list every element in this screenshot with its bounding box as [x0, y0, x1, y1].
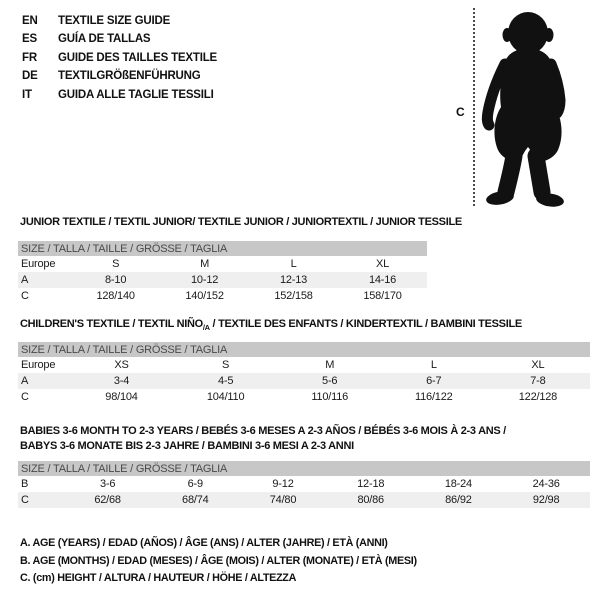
table-cell: Europe — [21, 258, 56, 270]
size-header-row — [18, 241, 427, 256]
row-label-cell: A — [18, 272, 71, 288]
table-cell: 62/68 — [64, 492, 152, 508]
language-code: EN — [22, 15, 38, 27]
language-label: TEXTILE SIZE GUIDE — [58, 15, 171, 27]
children-title-suffix: / TEXTILE DES ENFANTS / KINDERTEXTIL / BAMBINI TESSILE — [209, 318, 522, 330]
column-header-row — [18, 256, 427, 272]
size-header-bar: SIZE / TALLA / TAILLE / GRÖSSE / TAGLIA — [18, 342, 590, 357]
height-measure-label: C — [456, 105, 465, 119]
table-cell: 5-6 — [278, 373, 382, 389]
table-cell: S — [112, 258, 120, 270]
table-cell: 24-36 — [532, 478, 560, 490]
table-cell: 116/122 — [415, 391, 453, 403]
language-row-es — [22, 30, 217, 48]
junior-section-title: JUNIOR TEXTILE / TEXTIL JUNIOR/ TEXTILE JUNIOR / JUNIORTEXTIL / JUNIOR TESSILE — [20, 216, 462, 228]
row-label-cell: C — [21, 391, 29, 403]
babies-section-title — [20, 424, 506, 453]
table-cell: 14-16 — [338, 272, 427, 288]
language-label: GUIDE DES TAILLES TEXTILE — [58, 51, 217, 64]
babies-size-table — [18, 461, 590, 508]
junior-size-table — [18, 241, 427, 304]
table-cell: 98/104 — [105, 391, 138, 403]
legend-line-c: C. (cm) HEIGHT / ALTURA / HAUTEUR / HÖHE / ALTEZZA — [20, 572, 297, 585]
table-cell: L — [430, 359, 437, 371]
language-label: GUÍA DE TALLAS — [58, 33, 151, 46]
table-cell: 9-12 — [272, 478, 294, 490]
language-code: ES — [22, 33, 37, 46]
table-cell: 3-6 — [99, 478, 116, 490]
table-cell: 4-5 — [174, 373, 278, 389]
table-row — [18, 492, 590, 508]
table-cell: 122/128 — [518, 391, 558, 403]
measure-legend — [20, 535, 417, 588]
table-cell: XL — [375, 258, 390, 270]
table-cell: 18-24 — [444, 478, 472, 490]
table-cell: 7-8 — [486, 373, 590, 389]
row-label-cell: B — [21, 478, 29, 490]
language-row-de — [22, 67, 217, 85]
language-code: FR — [22, 51, 37, 64]
table-cell: 3-4 — [69, 373, 173, 389]
language-row-en — [22, 12, 217, 30]
column-header-row — [18, 357, 590, 373]
row-label-cell: A — [18, 373, 69, 389]
table-cell: 80/86 — [327, 492, 415, 508]
legend-line-a: A. AGE (YEARS) / EDAD (AÑOS) / ÂGE (ANS) / ALTER (JAHRE) / ETÀ (ANNI) — [20, 537, 388, 549]
table-cell: L — [290, 258, 297, 270]
table-cell: 6-7 — [382, 373, 486, 389]
language-code: DE — [22, 70, 38, 83]
language-list — [22, 12, 217, 104]
language-label: GUIDA ALLE TAGLIE TESSILI — [58, 88, 214, 101]
height-dotted-line — [473, 8, 475, 206]
table-cell: Europe — [21, 359, 56, 371]
table-cell: 158/170 — [363, 290, 402, 302]
table-cell: S — [222, 359, 230, 371]
table-cell: XS — [114, 359, 129, 371]
table-cell: 12-13 — [249, 272, 338, 288]
table-cell: XL — [531, 359, 545, 371]
table-cell: 8-10 — [71, 272, 160, 288]
table-cell: 10-12 — [160, 272, 249, 288]
table-cell: M — [325, 359, 335, 371]
children-title-prefix: CHILDREN'S TEXTILE / TEXTIL NIÑO — [20, 318, 203, 330]
size-header-row — [18, 342, 590, 357]
language-label: TEXTILGRÖßENFÜHRUNG — [58, 70, 201, 83]
table-row — [18, 272, 427, 288]
children-section-title — [20, 318, 522, 332]
table-cell: 152/158 — [274, 290, 313, 302]
table-row — [18, 389, 590, 405]
size-header-bar: SIZE / TALLA / TAILLE / GRÖSSE / TAGLIA — [18, 241, 427, 256]
row-label-cell: C — [18, 492, 64, 508]
table-cell: 6-9 — [187, 478, 203, 490]
table-row — [18, 288, 427, 304]
table-row — [18, 373, 590, 389]
table-cell: 86/92 — [415, 492, 503, 508]
table-cell: 74/80 — [239, 492, 327, 508]
baby-silhouette-icon — [478, 8, 572, 210]
table-cell: 92/98 — [502, 492, 590, 508]
language-row-it — [22, 86, 217, 104]
table-cell: 68/74 — [151, 492, 239, 508]
language-row-fr — [22, 49, 217, 67]
table-row — [18, 476, 590, 492]
children-size-table — [18, 342, 590, 405]
row-label-cell: C — [21, 290, 29, 302]
size-header-bar: SIZE / TALLA / TAILLE / GRÖSSE / TAGLIA — [18, 461, 590, 476]
language-code: IT — [22, 88, 32, 101]
size-header-row — [18, 461, 590, 476]
table-cell: 140/152 — [185, 290, 224, 302]
table-cell: 110/116 — [311, 391, 349, 403]
children-title-sub: /A — [202, 323, 210, 333]
table-cell: 12-18 — [357, 478, 385, 490]
table-cell: 104/110 — [206, 391, 245, 403]
legend-line-b: B. AGE (MONTHS) / EDAD (MESES) / ÂGE (MOIS) / ALTER (MONATE) / ETÀ (MESI) — [20, 554, 417, 567]
babies-title-line1: BABIES 3-6 MONTH TO 2-3 YEARS / BEBÉS 3-6 MESES A 2-3 AÑOS / BÉBÉS 3-6 MOIS À 2-3 ANS / — [20, 425, 506, 437]
table-cell: M — [200, 258, 210, 270]
babies-title-line2: BABYS 3-6 MONATE BIS 2-3 JAHRE / BAMBINI 3-6 MESI A 2-3 ANNI — [20, 439, 354, 452]
table-cell: 128/140 — [96, 290, 135, 302]
